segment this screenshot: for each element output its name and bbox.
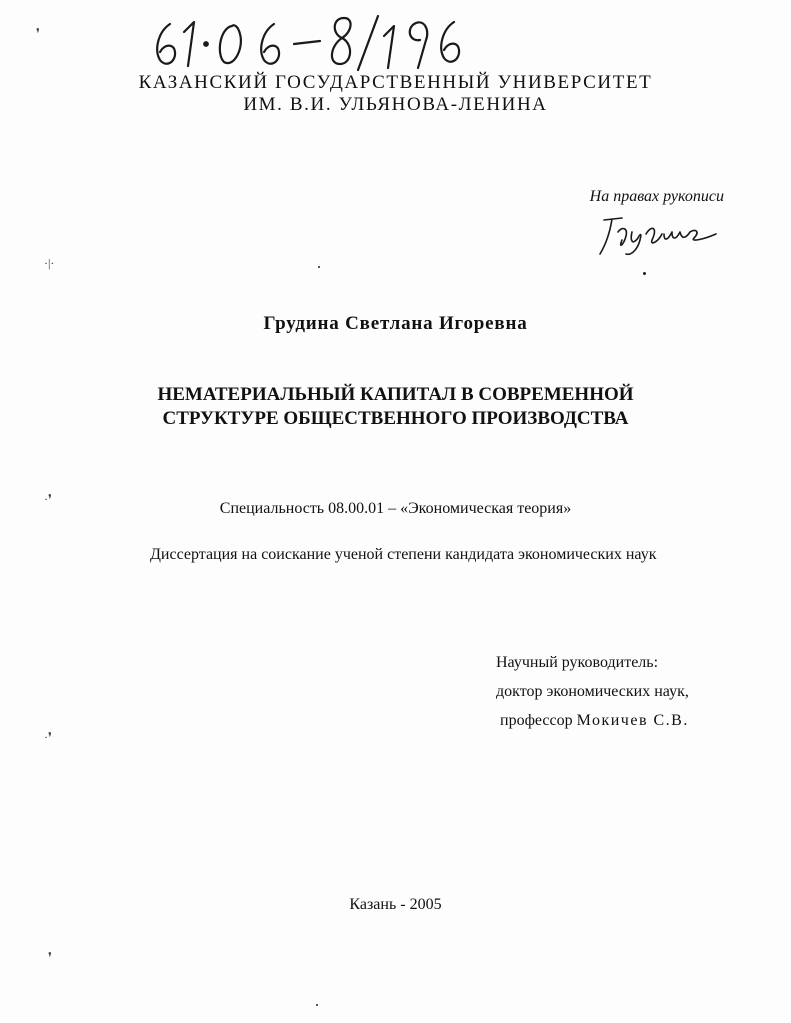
scan-mark: ❜ (36, 26, 40, 40)
title-line-1: НЕМАТЕРИАЛЬНЫЙ КАПИТАЛ В СОВРЕМЕННОЙ (157, 384, 634, 405)
scan-mark: ·❜ (44, 730, 52, 744)
speck (643, 272, 646, 275)
dissertation-title (0, 383, 791, 431)
advisor-degree: доктор экономических наук, (496, 683, 689, 700)
city-year: Казань - 2005 (349, 896, 442, 913)
university-line-1: КАЗАНСКИЙ ГОСУДАРСТВЕННЫЙ УНИВЕРСИТЕТ (138, 72, 653, 93)
title-line-2: СТРУКТУРЕ ОБЩЕСТВЕННОГО ПРОИЗВОДСТВА (162, 408, 629, 429)
handwritten-archive-number (148, 10, 478, 72)
scientific-advisor (496, 648, 756, 735)
advisor-name: Мокичев С.В. (576, 712, 689, 729)
degree-line: Диссертация на соискание ученой степени кандидата экономических наук (150, 546, 657, 563)
scan-mark: ·|· (44, 256, 55, 270)
scan-mark: ·❜ (44, 492, 52, 506)
manuscript-rights-label: На правах рукописи (589, 188, 724, 205)
advisor-label: Научный руководитель: (496, 654, 659, 671)
speck (318, 266, 320, 268)
advisor-title-line (496, 706, 756, 735)
speck (316, 1004, 318, 1006)
university-name (0, 72, 791, 116)
advisor-title: профессор (500, 712, 573, 729)
scan-mark: ❜ (48, 950, 52, 964)
author-signature (592, 210, 722, 260)
university-line-2: ИМ. В.И. УЛЬЯНОВА-ЛЕНИНА (243, 94, 548, 115)
author-name: Грудина Светлана Игоревна (263, 313, 528, 334)
specialty-line: Специальность 08.00.01 – «Экономическая теория» (219, 500, 572, 517)
